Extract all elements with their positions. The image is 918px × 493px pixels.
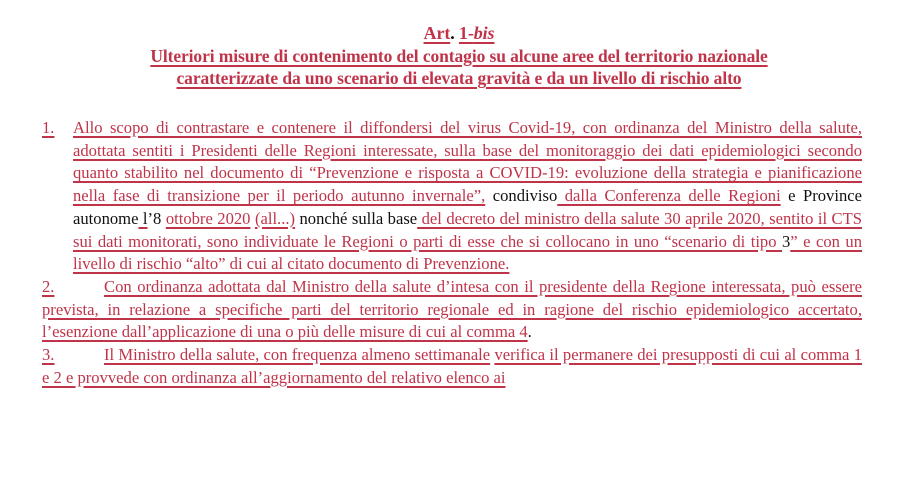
amended-text: del decreto del ministro della salute 30 aprile 2020, sentito il CTS sui dati monitorati, sono individuate le Regioni o parti di esse che si collocano in uno “scenario di tipo xyxy=(73,208,862,251)
original-text: . xyxy=(527,322,532,342)
article-label: Art xyxy=(423,23,451,43)
amended-text: (all...) xyxy=(254,208,296,228)
article-number xyxy=(459,23,495,43)
amended-text: dalla Conferenza delle Regioni xyxy=(557,186,781,206)
paragraph-number: 1. xyxy=(42,118,55,137)
amended-text: ” e con un livello di rischio “alto” di cui al citato documento di Prevenzione. xyxy=(73,231,862,274)
original-text: e Province autonome xyxy=(73,186,862,228)
amended-text: Allo scopo di contrastare e contenere il diffondersi del virus Covid-19, con ordinanza del Ministro della salute, adottata sentiti i Presidenti delle Regioni interessate, sulla base del monitoraggio dei dati epidemiologici secondo quanto stabilito nel documento di “Prevenzione e risposta a COVID-19: evoluzione della strategia e pianificazione nella fase di transizione per il periodo autunno invernale”, xyxy=(73,118,862,206)
article-body xyxy=(42,117,862,389)
original-text: nonché sulla base xyxy=(295,208,418,228)
original-text: ’8 xyxy=(147,208,166,228)
article-heading xyxy=(0,22,918,90)
article-number-digits: 1- xyxy=(458,23,474,43)
amended-text: verifica il permanere dei presupposti di cui al comma 1 e 2 e provvede con ordinanza all’aggiornamento del relativo elenco ai xyxy=(42,345,863,387)
article-dot: . xyxy=(450,23,455,43)
amended-text: Il Ministro della salute, con frequenza almeno settimanale xyxy=(104,345,491,365)
article-number-line xyxy=(0,22,918,45)
original-underlined-text: l xyxy=(138,208,148,228)
paragraph-number: 3. xyxy=(42,345,55,365)
amended-text: Con ordinanza adottata dal Ministro della salute d’intesa con il presidente della Regione interessata, può essere prevista, in relazione a specifiche parti del territorio regionale ed in ragione del rischio epidemiologico accertato, l’esenzione dall’applicazione di una o più delle misure di cui al comma 4 xyxy=(42,276,862,342)
article-number-suffix: bis xyxy=(473,23,495,43)
paragraph-number: 2. xyxy=(42,276,55,296)
original-text: condiviso xyxy=(485,186,558,206)
article-title-line-2: caratterizzate da uno scenario di elevata gravità e da un livello di rischio alto xyxy=(176,68,742,88)
paragraph-3 xyxy=(42,344,862,389)
article-title-line-1: Ulteriori misure di contenimento del contagio su alcune aree del territorio nazionale xyxy=(150,45,768,66)
amended-text: ottobre 2020 xyxy=(165,208,251,228)
original-text: 3 xyxy=(782,231,791,251)
paragraph-1 xyxy=(42,117,862,276)
paragraph-2 xyxy=(42,276,862,344)
